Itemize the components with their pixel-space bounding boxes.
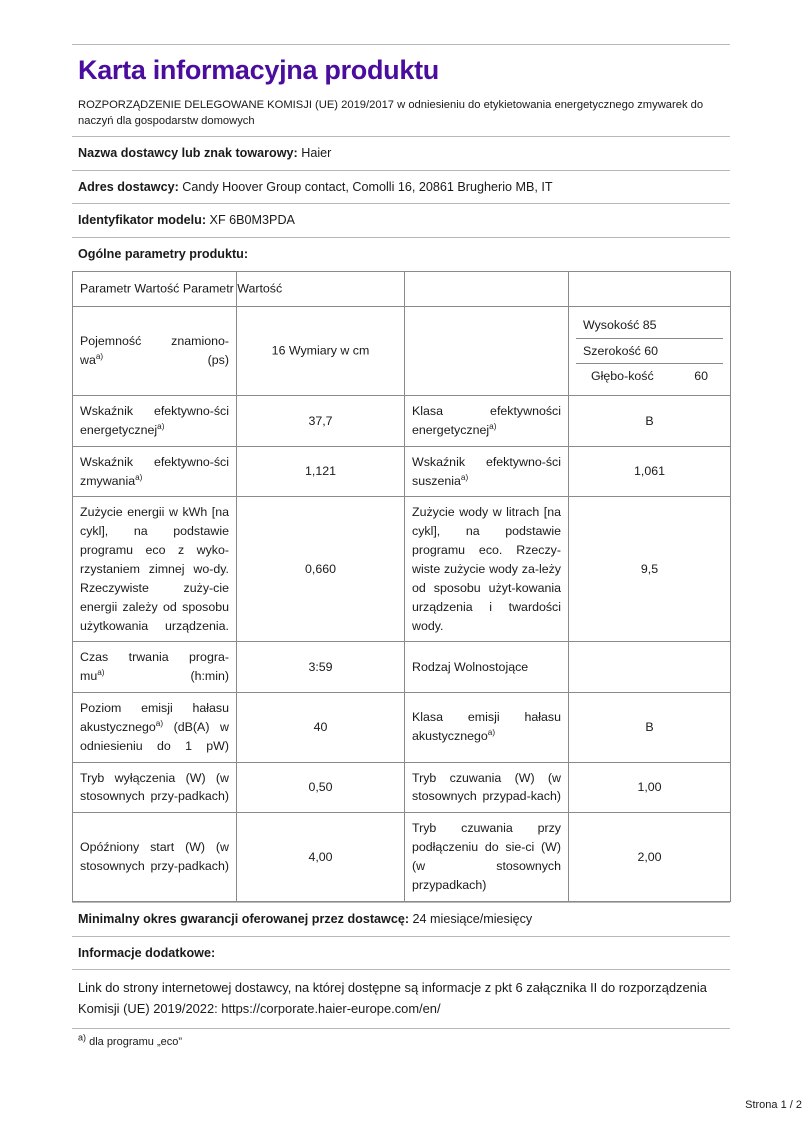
water-consumption-value: 9,5 bbox=[569, 497, 731, 642]
general-parameters-heading: Ogólne parametry produktu: bbox=[78, 247, 249, 262]
energy-efficiency-class-value: B bbox=[569, 396, 731, 447]
dimension-row-width bbox=[576, 338, 723, 364]
table-row bbox=[73, 446, 731, 497]
supplier-address-value: Candy Hoover Group contact, Comolli 16, 20861 Brugherio MB, IT bbox=[182, 179, 553, 194]
table-header-row bbox=[73, 272, 731, 307]
supplier-website-link-text[interactable]: Link do strony internetowej dostawcy, na której dostępne są informacje z pkt 6 załącznika II do rozporządzenia Komisji (UE) 2019/2022: https://corporate.haier-europe.com/en/ bbox=[78, 980, 707, 1017]
noise-emission-class-text: Klasa emisji hałasu akustycznego bbox=[412, 710, 561, 744]
energy-efficiency-index-text: Wskaźnik efektywno-ści energetycznej bbox=[80, 404, 229, 437]
drying-efficiency-index-value: 1,061 bbox=[569, 446, 731, 497]
model-identifier-value: XF 6B0M3PDA bbox=[209, 213, 295, 228]
dimensions-spacer-cell bbox=[405, 307, 569, 396]
standby-mode-value: 1,00 bbox=[569, 762, 731, 813]
dimensions-values-cell bbox=[569, 307, 731, 396]
delay-start-label: Opóźniony start (W) (w stosownych przy-padkach) bbox=[73, 813, 237, 901]
energy-efficiency-index-value: 37,7 bbox=[237, 396, 405, 447]
dimension-row-height bbox=[576, 313, 723, 338]
dimension-height: Wysokość 85 bbox=[576, 313, 723, 338]
energy-efficiency-index-label bbox=[73, 396, 237, 447]
table-row bbox=[73, 497, 731, 642]
washing-efficiency-index-label bbox=[73, 446, 237, 497]
programme-duration-text: Czas trwania progra-mu bbox=[80, 650, 229, 684]
programme-duration-label bbox=[73, 642, 237, 693]
washing-efficiency-index-value: 1,121 bbox=[237, 446, 405, 497]
additional-info-heading: Informacje dodatkowe: bbox=[78, 945, 216, 960]
energy-consumption-value: 0,660 bbox=[237, 497, 405, 642]
rated-capacity-unit: (ps) bbox=[207, 353, 229, 368]
supplier-name-label: Nazwa dostawcy lub znak towarowy: bbox=[78, 145, 298, 160]
supplier-website-link-row[interactable] bbox=[72, 969, 730, 1027]
warranty-row bbox=[72, 902, 730, 936]
networked-standby-value: 2,00 bbox=[569, 813, 731, 901]
supplier-address-row bbox=[72, 170, 730, 204]
table-header-cell-3 bbox=[405, 272, 569, 307]
page-title: Karta informacyjna produktu bbox=[78, 55, 439, 85]
washing-efficiency-index-text: Wskaźnik efektywno-ści zmywania bbox=[80, 454, 229, 488]
energy-efficiency-class-text: Klasa efektywności energetycznej bbox=[412, 404, 561, 437]
drying-efficiency-index-text: Wskaźnik efektywno-ści suszenia bbox=[412, 454, 561, 488]
noise-emission-class-label bbox=[405, 693, 569, 763]
off-mode-value: 0,50 bbox=[237, 762, 405, 813]
regulation-subtitle: ROZPORZĄDZENIE DELEGOWANE KOMISJI (UE) 2019/2017 w odniesieniu do etykietowania energetycznego zmywarek do naczyń dla gospodarstw domowych bbox=[78, 99, 704, 128]
table-row bbox=[73, 762, 731, 813]
footnote-marker-icon: a) bbox=[135, 472, 143, 482]
product-parameters-table bbox=[72, 271, 731, 901]
appliance-type-label: Rodzaj Wolnostojące bbox=[405, 642, 569, 693]
supplier-address-label: Adres dostawcy: bbox=[78, 179, 179, 194]
dimension-depth-value: 60 bbox=[694, 369, 708, 384]
appliance-type-value bbox=[569, 642, 731, 693]
warranty-value: 24 miesiące/miesięcy bbox=[412, 911, 533, 926]
off-mode-label: Tryb wyłączenia (W) (w stosownych przy-padkach) bbox=[73, 762, 237, 813]
dimension-depth-label: Głębo-kość bbox=[591, 369, 654, 384]
networked-standby-label: Tryb czuwania przy podłączeniu do sie-ci (W) (w stosownych przypadkach) bbox=[405, 813, 569, 901]
footnote-text: dla programu „eco” bbox=[89, 1035, 183, 1048]
general-parameters-heading-row bbox=[72, 237, 730, 271]
rated-capacity-label: Pojemność znamiono-wa bbox=[80, 334, 229, 368]
title-block bbox=[72, 44, 730, 136]
dimension-width: Szerokość 60 bbox=[576, 338, 723, 364]
table-row bbox=[73, 396, 731, 447]
dimension-depth-cell bbox=[576, 364, 723, 389]
footnote-marker-icon: a) bbox=[489, 421, 497, 431]
airborne-noise-text: Poziom emisji hałasu akustycznego bbox=[80, 701, 229, 734]
table-row bbox=[73, 307, 731, 396]
standby-mode-label: Tryb czuwania (W) (w stosownych przypad-kach) bbox=[405, 762, 569, 813]
table-header-cell-4 bbox=[569, 272, 731, 307]
model-identifier-label: Identyfikator modelu: bbox=[78, 213, 207, 228]
footnote-marker-icon: a) bbox=[95, 352, 104, 362]
rated-capacity-value-and-dimensions-label-cell bbox=[237, 307, 405, 396]
programme-duration-unit: (h:min) bbox=[190, 669, 229, 684]
table-row bbox=[73, 642, 731, 693]
airborne-noise-label bbox=[73, 693, 237, 763]
page-number-label: Strona 1 / 2 bbox=[745, 1099, 802, 1111]
airborne-noise-unit: (dB(A) w odniesieniu do 1 pW) bbox=[80, 719, 229, 753]
capacity-and-dimensions-text: 16 Wymiary w cm bbox=[271, 343, 370, 358]
additional-info-heading-row bbox=[72, 936, 730, 970]
footnote-marker-icon: a) bbox=[157, 421, 165, 431]
table-header-text: Parametr Wartość Parametr Wartość bbox=[80, 281, 283, 296]
supplier-name-row bbox=[72, 136, 730, 170]
model-identifier-row bbox=[72, 203, 730, 237]
table-row bbox=[73, 813, 731, 901]
footnote-marker-icon: a) bbox=[97, 668, 105, 678]
table-row bbox=[73, 693, 731, 763]
supplier-name-value: Haier bbox=[301, 145, 332, 160]
footnote-row bbox=[72, 1028, 730, 1051]
footnote-marker-icon: a) bbox=[78, 1032, 87, 1043]
footnote-marker-icon: a) bbox=[155, 718, 164, 728]
noise-emission-class-value: B bbox=[569, 693, 731, 763]
airborne-noise-value: 40 bbox=[237, 693, 405, 763]
table-header-overflow-cell bbox=[73, 272, 283, 307]
rated-capacity-label-cell bbox=[73, 307, 237, 396]
energy-consumption-label: Zużycie energii w kWh [na cykl], na podstawie programu eco z wyko-rzystaniem zimnej wo-dy. Rzeczywiste zuży-cie energii zależy od sposobu użytkowania urządzenia. bbox=[73, 497, 237, 642]
dimensions-subtable bbox=[576, 313, 723, 389]
footnote-marker-icon: a) bbox=[487, 728, 496, 738]
drying-efficiency-index-label bbox=[405, 446, 569, 497]
delay-start-value: 4,00 bbox=[237, 813, 405, 901]
footnote-marker-icon: a) bbox=[460, 472, 469, 482]
document-body bbox=[72, 44, 802, 1111]
water-consumption-label: Zużycie wody w litrach [na cykl], na podstawie programu eco. Rzeczy-wiste zużycie wody za-leży od sposobu użyt-kowania urządzenia i twardości wody. bbox=[405, 497, 569, 642]
energy-efficiency-class-label bbox=[405, 396, 569, 447]
warranty-label: Minimalny okres gwarancji oferowanej przez dostawcę: bbox=[78, 911, 410, 926]
programme-duration-value: 3:59 bbox=[237, 642, 405, 693]
page-footer bbox=[72, 1099, 802, 1111]
dimension-row-depth bbox=[576, 364, 723, 389]
